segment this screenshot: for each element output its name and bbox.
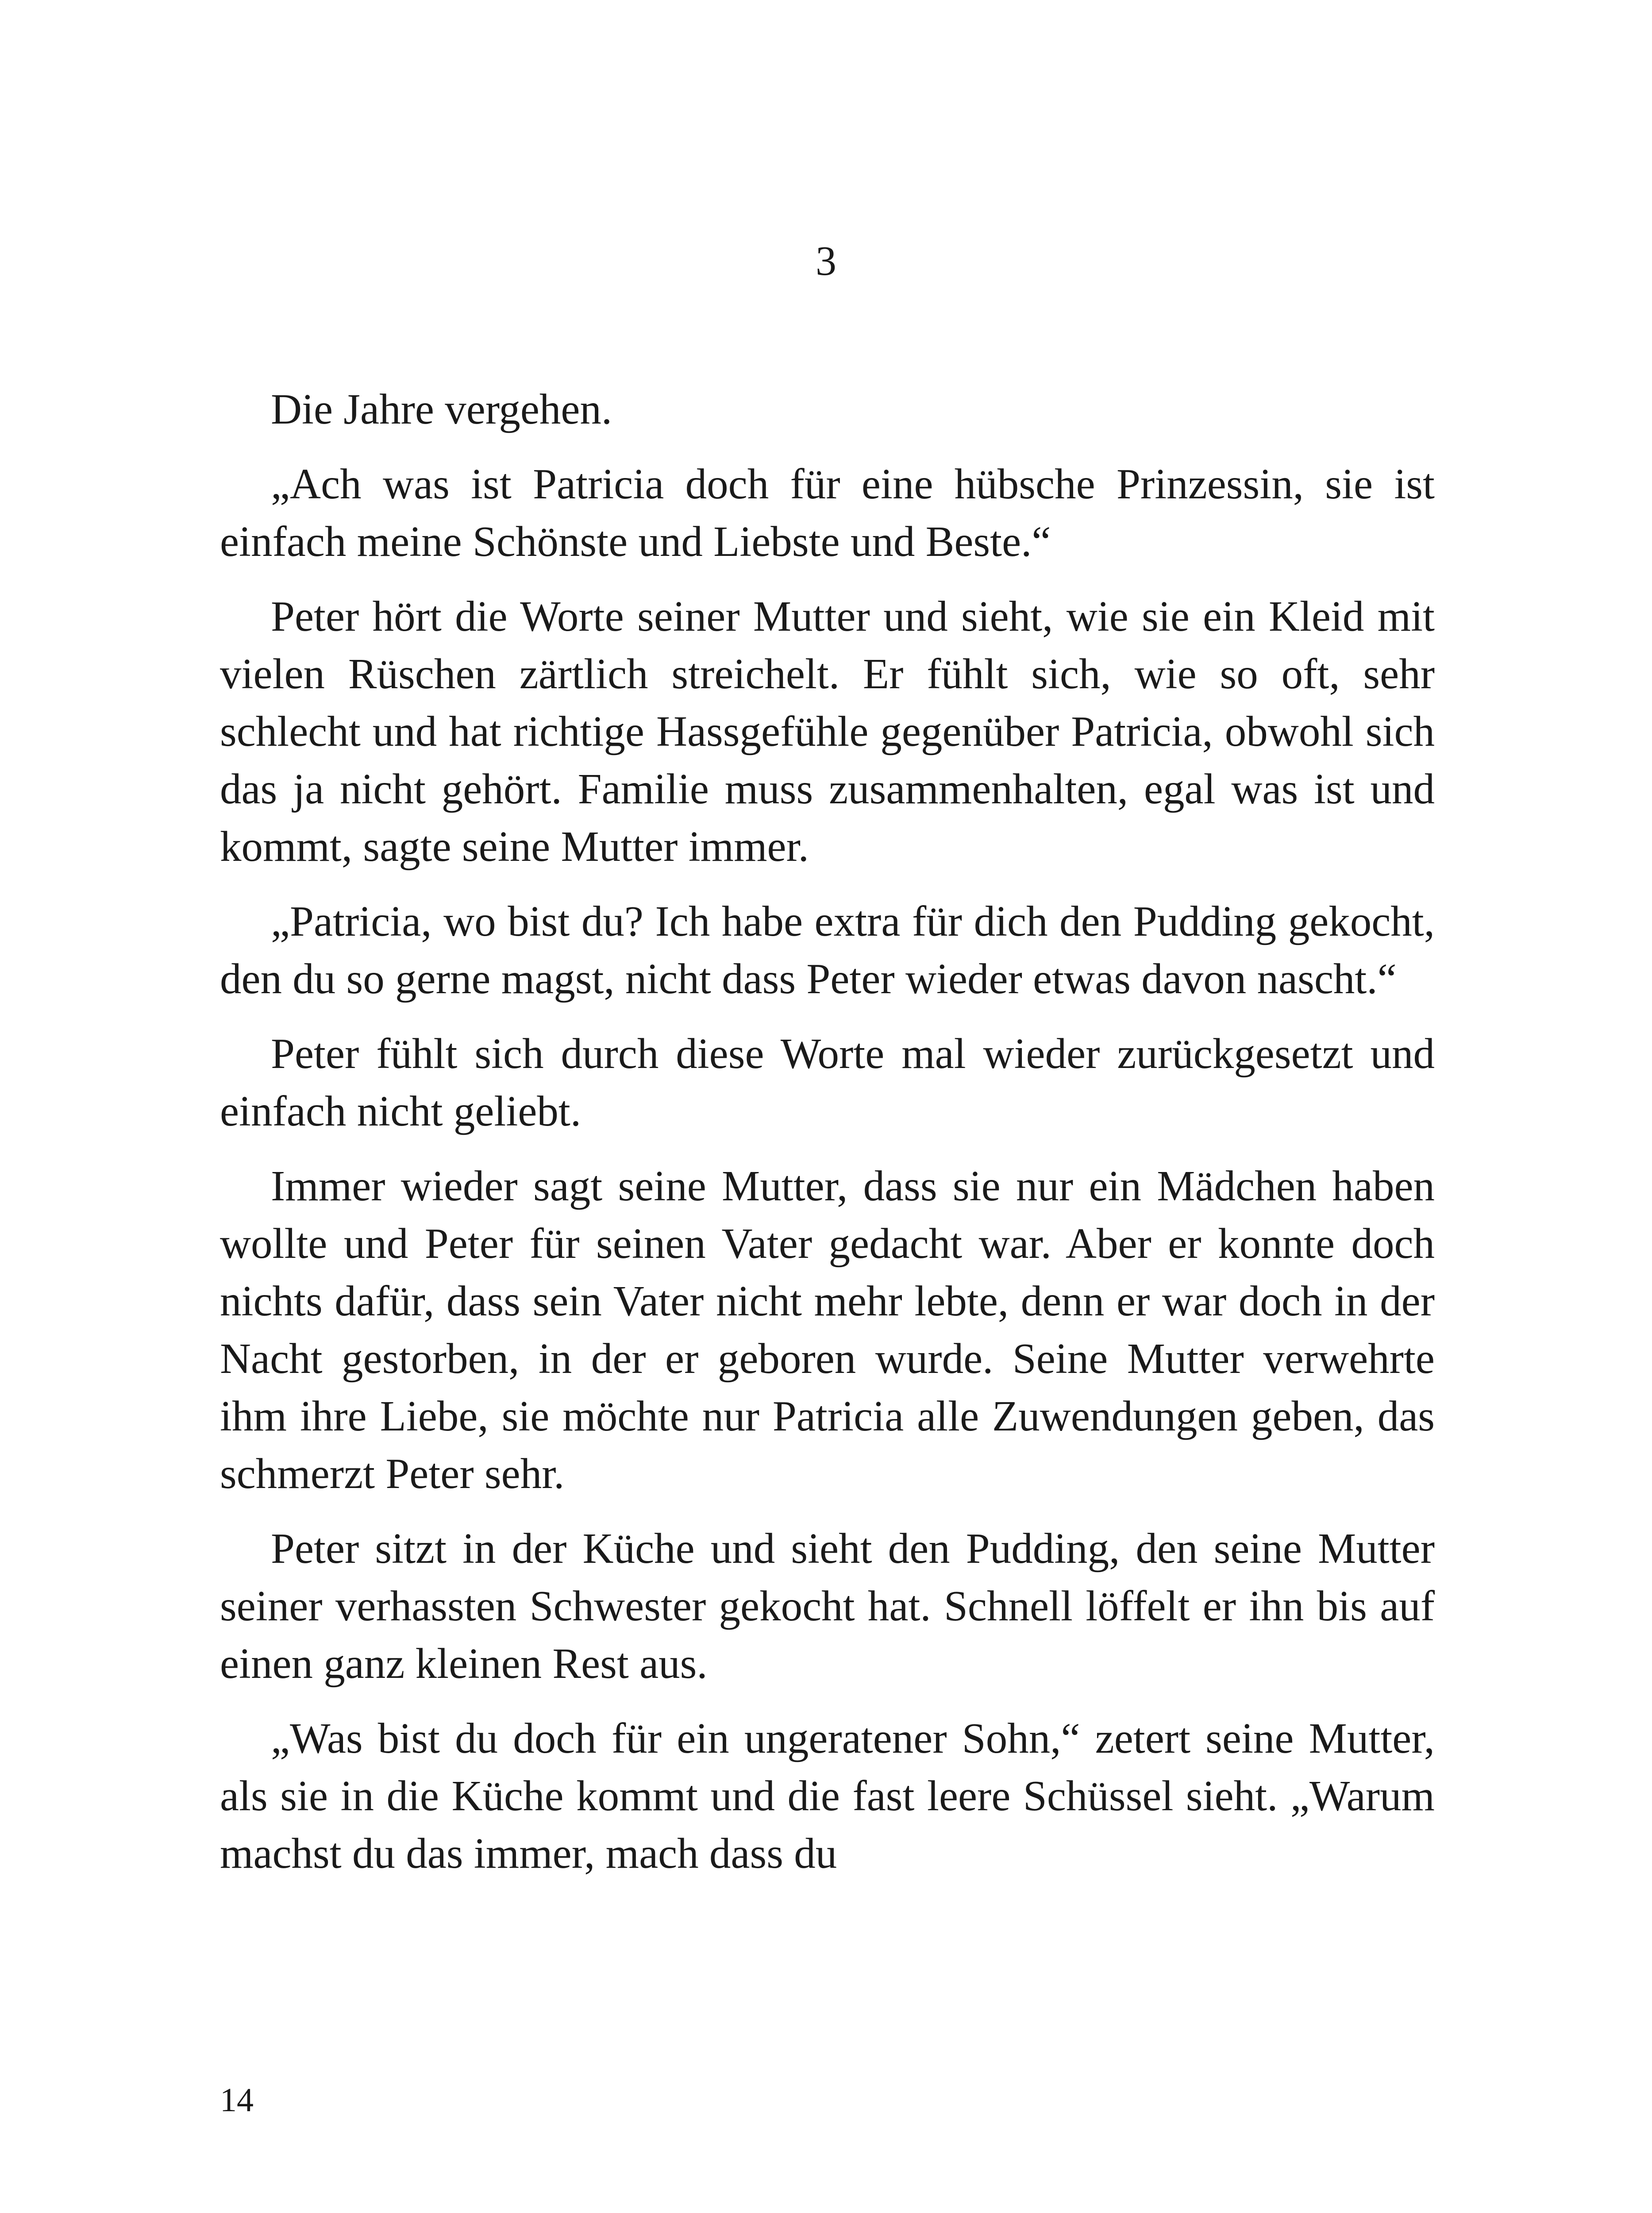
chapter-number: 3: [816, 238, 836, 284]
body-text: [220, 381, 1435, 1900]
paragraph: „Was bist du doch für ein ungeratener Sohn,“ zetert seine Mutter, als sie in die Küche kommt und die fast leere Schüssel sieht. „Warum machst du das immer, mach dass du: [220, 1715, 1435, 1877]
page-number: 14: [220, 2082, 254, 2119]
paragraph: Peter sitzt in der Küche und sieht den Pudding, den seine Mutter seiner verhassten Schwester gekocht hat. Schnell löffelt er ihn bis auf einen ganz kleinen Rest aus.: [220, 1525, 1435, 1687]
paragraph: Peter fühlt sich durch diese Worte mal wieder zurückgesetzt und einfach nicht geliebt.: [220, 1030, 1435, 1135]
paragraph: Immer wieder sagt seine Mutter, dass sie nur ein Mädchen haben wollte und Peter für seinen Vater gedacht war. Aber er konnte doch nichts dafür, dass sein Vater nicht mehr lebte, denn er war doch in der Nacht gestorben, in der er geboren wurde. Seine Mutter verwehrte ihm ihre Liebe, sie möchte nur Patricia alle Zuwendungen geben, das schmerzt Peter sehr.: [220, 1162, 1435, 1497]
paragraph: Peter hört die Worte seiner Mutter und sieht, wie sie ein Kleid mit vielen Rüschen zärtlich streichelt. Er fühlt sich, wie so oft, sehr schlecht und hat richtige Hassgefühle gegenüber Patricia, obwohl sich das ja nicht gehört. Familie muss zusammenhalten, egal was ist und kommt, sagte seine Mutter immer.: [220, 593, 1435, 870]
paragraph: „Ach was ist Patricia doch für eine hübsche Prinzessin, sie ist einfach meine Schönste und Liebste und Beste.“: [220, 460, 1435, 565]
paragraph: Die Jahre vergehen.: [271, 386, 612, 433]
paragraph: „Patricia, wo bist du? Ich habe extra für dich den Pudding gekocht, den du so gerne magst, nicht dass Peter wieder etwas davon nascht.“: [220, 898, 1435, 1002]
